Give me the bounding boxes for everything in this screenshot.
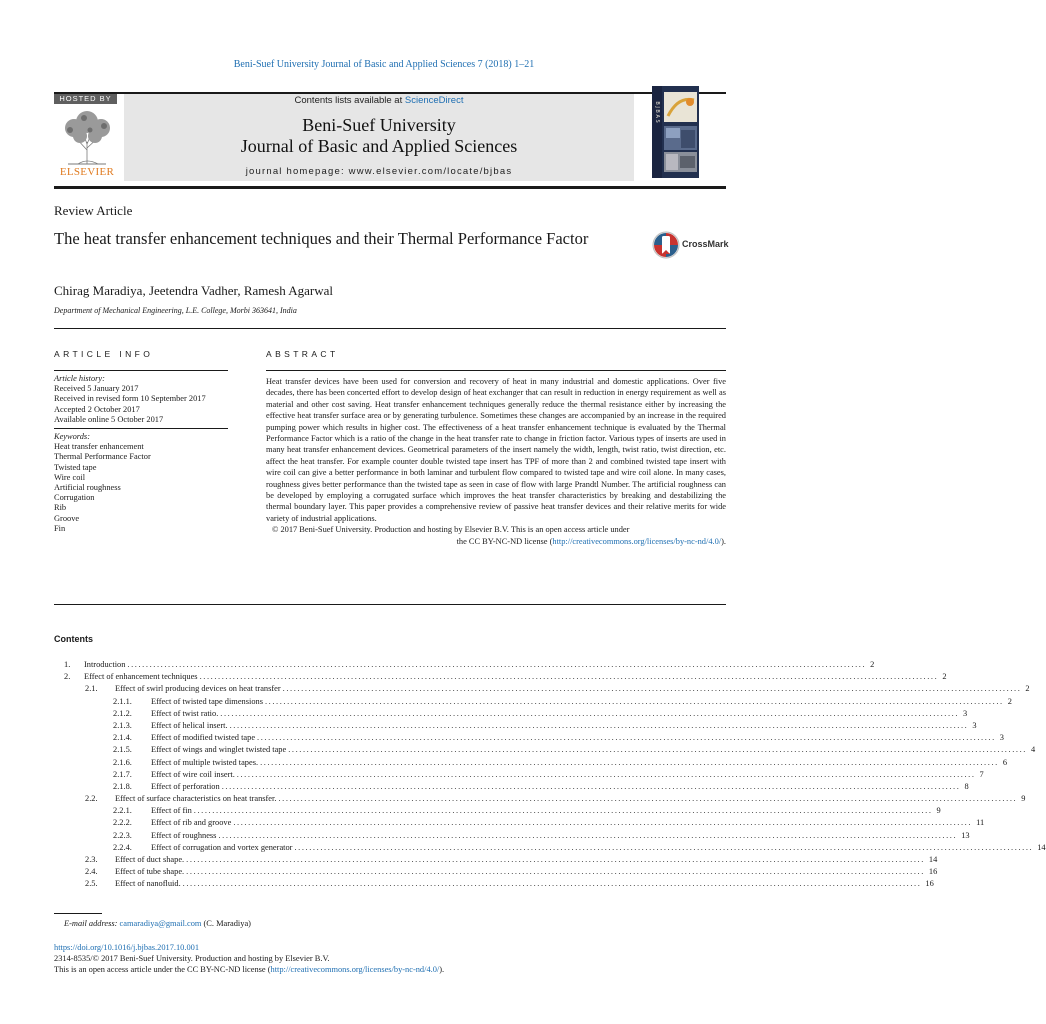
toc-leader-dots: ........................................................................................................................................................................................................ [288,745,1027,755]
toc-leader-dots: ........................................................................................................................................................................................................ [186,855,925,864]
keyword-item: Artificial roughness [54,483,121,493]
toc-entry-page: 11 [976,818,985,828]
toc-entry-page: 3 [999,733,1004,743]
toc-leader-dots: ........................................................................................................................................................................................................ [236,769,976,779]
toc-leader-dots: ........................................................................................................................................................................................................ [264,696,1004,706]
toc-leader-dots: ........................................................................................................................................................................................................ [186,867,925,877]
abstract-heading: ABSTRACT [266,349,339,359]
toc-entry-number: 2. [64,672,71,682]
toc-entry[interactable] [54,878,934,890]
toc-entry-number: 2.4. [85,867,98,877]
toc-entry-title: Effect of tube shape. [115,867,185,877]
toc-entry-title: Effect of nanofluid. [115,879,181,889]
article-authors: Chirag Maradiya, Jeetendra Vadher, Ramesh Agarwal [54,283,334,298]
toc-entry-number: 2.1.2. [113,708,132,718]
abstract-copyright: © 2017 Beni-Suef University. Production and hosting by Elsevier B.V. This is an open access article under [272,525,630,535]
toc-entry-title: Effect of surface characteristics on heat transfer. [115,794,277,804]
toc-leader-dots: ........................................................................................................................................................................................................ [260,757,999,767]
toc-entry-title: Effect of wings and winglet twisted tape [151,745,287,755]
toc-entry[interactable] [54,671,947,683]
keyword-item: Rib [54,503,67,513]
history-item: Accepted 2 October 2017 [54,404,140,414]
toc-leader-dots: ........................................................................................................................................................................................................ [282,684,1022,694]
keyword-item: Wire coil [54,472,86,482]
toc-entry-page: 9 [936,806,941,816]
toc-entry-title: Effect of duct shape. [115,855,185,864]
toc-entry-number: 2.1.6. [113,757,132,767]
toc-entry[interactable] [54,696,1012,708]
toc-entry-page: 3 [972,720,977,730]
article-info-rule [54,370,228,371]
masthead-bottom-rule [54,186,726,189]
toc-entry-page: 16 [928,867,938,877]
toc-entry[interactable] [54,854,938,866]
license-suffix: ). [721,536,726,546]
journal-title-line2: Journal of Basic and Applied Sciences [240,136,518,156]
oa-suffix: ). [439,965,445,974]
toc-entry-title: Effect of twist ratio. [151,708,219,718]
article-info-column [54,374,228,534]
toc-entry[interactable] [54,817,985,829]
toc-entry-page: 16 [925,879,934,889]
toc-entry-title: Effect of multiple twisted tapes. [151,757,259,767]
history-item: Received in revised form 10 September 2017 [54,394,206,404]
toc-entry-number: 2.1.5. [113,745,132,755]
toc-entry-page: 8 [964,781,969,791]
history-item: Received 5 January 2017 [54,384,139,394]
toc-entry-number: 2.2.1. [113,806,132,816]
toc-entry-page: 14 [1037,842,1046,852]
article-info-heading: ARTICLE INFO [54,349,154,359]
toc-entry-title: Effect of perforation [151,781,220,791]
toc-leader-dots: ........................................................................................................................................................................................................ [257,733,996,743]
cover-spine-letters: B J B A S [654,101,660,123]
article-title: The heat transfer enhancement techniques and their Thermal Performance Factor [54,229,589,248]
history-label: Article history: [54,374,105,383]
keywords-label: Keywords: [54,432,90,442]
toc-entry[interactable] [54,866,938,878]
toc-leader-dots: ........................................................................................................................................................................................................ [220,708,960,718]
footnote-rule [54,913,102,914]
toc-entry[interactable] [54,805,941,817]
toc-leader-dots: ........................................................................................................................................................................................................ [294,842,1034,852]
crossmark-label[interactable]: CrossMark [682,239,729,249]
toc-entry-page: 2 [942,672,947,682]
toc-entry-title: Effect of corrugation and vortex generator [151,842,293,852]
table-of-contents [54,659,1046,891]
toc-entry[interactable] [54,720,977,732]
abstract-block [266,376,726,547]
toc-leader-dots: ........................................................................................................................................................................................................ [193,806,933,816]
hosted-by-label: HOSTED BY [54,94,117,104]
toc-entry-number: 2.1.3. [113,720,132,730]
abstract-bottom-divider [54,604,726,605]
toc-entry-number: 2.1.7. [113,769,132,779]
toc-entry-title: Effect of helical insert. [151,720,228,730]
journal-title-line1: Beni-Suef University [302,115,456,135]
toc-entry-page: 3 [963,708,968,718]
oa-license-link[interactable]: http://creativecommons.org/licenses/by-nc-nd/4.0/ [270,965,440,974]
toc-entry-page: 6 [1002,757,1008,767]
toc-entry[interactable] [54,757,1008,769]
author-affiliation: Department of Mechanical Engineering, L.E. College, Morbi 363641, India [54,306,297,315]
keyword-item: Corrugation [54,493,95,503]
toc-entry-number: 2.2.3. [113,830,132,840]
toc-leader-dots: ........................................................................................................................................................................................................ [127,660,867,669]
toc-entry-title: Effect of fin [151,806,192,816]
toc-entry-title: Effect of wire coil insert. [151,769,235,779]
keyword-item: Twisted tape [54,462,97,472]
toc-entry-number: 2.2.2. [113,818,132,828]
history-item: Available online 5 October 2017 [54,414,164,424]
open-access-line [54,964,444,975]
keywords-rule [54,428,228,429]
footer-block [54,942,444,975]
abstract-license [266,536,726,547]
oa-prefix: This is an open access article under the CC BY-NC-ND license ( [54,965,271,974]
toc-entry[interactable] [54,830,970,842]
doi-link[interactable]: https://doi.org/10.1016/j.bjbas.2017.10.001 [54,943,200,952]
toc-entry-title: Effect of swirl producing devices on heat transfer [115,684,281,694]
toc-entry-page: 14 [928,855,938,864]
toc-entry-number: 2.1.8. [113,781,132,791]
email-owner: (C. Maradiya) [201,919,251,928]
toc-entry-number: 2.2.4. [113,842,132,852]
header-divider [54,328,726,329]
toc-entry-title: Effect of modified twisted tape [151,733,256,743]
toc-entry[interactable] [54,769,984,781]
toc-leader-dots: ........................................................................................................................................................................................................ [229,720,969,730]
toc-entry[interactable] [54,659,875,671]
toc-entry-number: 2.1.4. [113,733,132,743]
email-link[interactable]: camaradiya@gmail.com [119,919,202,928]
email-footnote [64,919,251,928]
toc-entry[interactable] [54,683,1030,695]
keyword-item: Heat transfer enhancement [54,442,144,452]
toc-leader-dots: ........................................................................................................................................................................................................ [199,672,939,682]
toc-leader-dots: ........................................................................................................................................................................................................ [221,781,961,791]
toc-entry-page: 2 [870,660,875,669]
email-label: E-mail address: [64,919,118,928]
elsevier-wordmark: ELSEVIER [59,166,115,178]
toc-entry-title: Effect of twisted tape dimensions [151,696,263,706]
toc-leader-dots: ........................................................................................................................................................................................................ [278,794,1018,804]
contents-heading: Contents [54,634,93,644]
toc-entry-page: 2 [1007,696,1012,706]
toc-leader-dots: ........................................................................................................................................................................................................ [182,879,922,889]
toc-entry-page: 9 [1021,794,1026,804]
journal-cover-image[interactable] [652,86,699,178]
keyword-item: Thermal Performance Factor [54,452,151,462]
keyword-item: Groove [54,513,80,523]
toc-entry-title: Effect of roughness [151,830,217,840]
toc-entry[interactable] [54,842,1046,854]
license-link[interactable]: http://creativecommons.org/licenses/by-nc-nd/4.0/ [552,536,722,546]
contents-available-prefix: Contents lists available at [294,95,405,106]
toc-entry-number: 2.3. [85,855,98,864]
toc-entry-number: 2.1. [85,684,98,694]
toc-entry-page: 4 [1030,745,1036,755]
toc-entry[interactable] [54,781,969,793]
toc-entry-number: 2.1.1. [113,696,132,706]
toc-entry[interactable] [54,793,1026,805]
article-type: Review Article [54,203,133,218]
running-head[interactable]: Beni-Suef University Journal of Basic and Applied Sciences 7 (2018) 1–21 [233,59,535,70]
license-prefix: the CC BY-NC-ND license ( [456,536,553,546]
abstract-rule [266,370,726,371]
abstract-body: Heat transfer devices have been used for conversion and recovery of heat in many industrial and domestic applications. Over five decades, there has been concerted effort to develop design of heat exchanger that can result in reduction in energy requirement as well as material and other cost saving. Heat transfer enhancement techniques generally reduce the thermal resistance either by increasing the effective heat transfer surface area or by generating turbulence. Sometimes these changes are accompanied by an increase in the required pumping power which results in higher cost. The effectiveness of a heat transfer enhancement technique is evaluated by the Thermal Performance Factor which is a ratio of the change in the heat transfer rate to change in friction factor. Various types of inserts are used in many heat transfer enhancement devices. Geometrical parameters of the insert namely the width, length, twist ratio, twist direction, etc. affect the heat transfer. For example counter double twisted tape insert has TPF of more than 2 and combined twisted tape insert with wire coil can give a better performance in both laminar and turbulent flow compared to twisted tape and wire coil alone. In many cases, roughness gives better performance than the twisted tape as seen in case of flow with large Prandtl Number. The artificial roughness can be developed by employing a corrugated surface which improves the heat transfer characteristics by breaking and destabilizing the thermal boundary layer. This paper provides a comprehensive review of passive heat transfer devices and their relative merits for wide variety of industrial applications. [266,377,726,523]
toc-entry-page: 7 [979,769,984,779]
toc-entry-title: Effect of enhancement techniques [84,672,198,682]
sciencedirect-link[interactable]: ScienceDirect [404,95,464,106]
toc-entry-page: 13 [961,830,970,840]
issn-line: 2314-8535/© 2017 Beni-Suef University. Production and hosting by Elsevier B.V. [54,954,330,963]
journal-homepage[interactable]: journal homepage: www.elsevier.com/locate/bjbas [245,166,513,177]
toc-entry[interactable] [54,732,1004,744]
toc-entry-page: 2 [1025,684,1030,694]
toc-entry-number: 2.2. [85,794,98,804]
toc-entry[interactable] [54,708,968,720]
toc-entry-title: Effect of rib and groove [151,818,232,828]
toc-entry-title: Introduction [84,660,126,669]
toc-leader-dots: ........................................................................................................................................................................................................ [233,818,973,828]
toc-entry-number: 1. [64,660,71,669]
toc-entry-number: 2.5. [85,879,98,889]
keyword-item: Fin [54,523,66,533]
toc-entry[interactable] [54,744,1036,756]
contents-available-line [124,95,634,106]
toc-leader-dots: ........................................................................................................................................................................................................ [218,830,958,840]
